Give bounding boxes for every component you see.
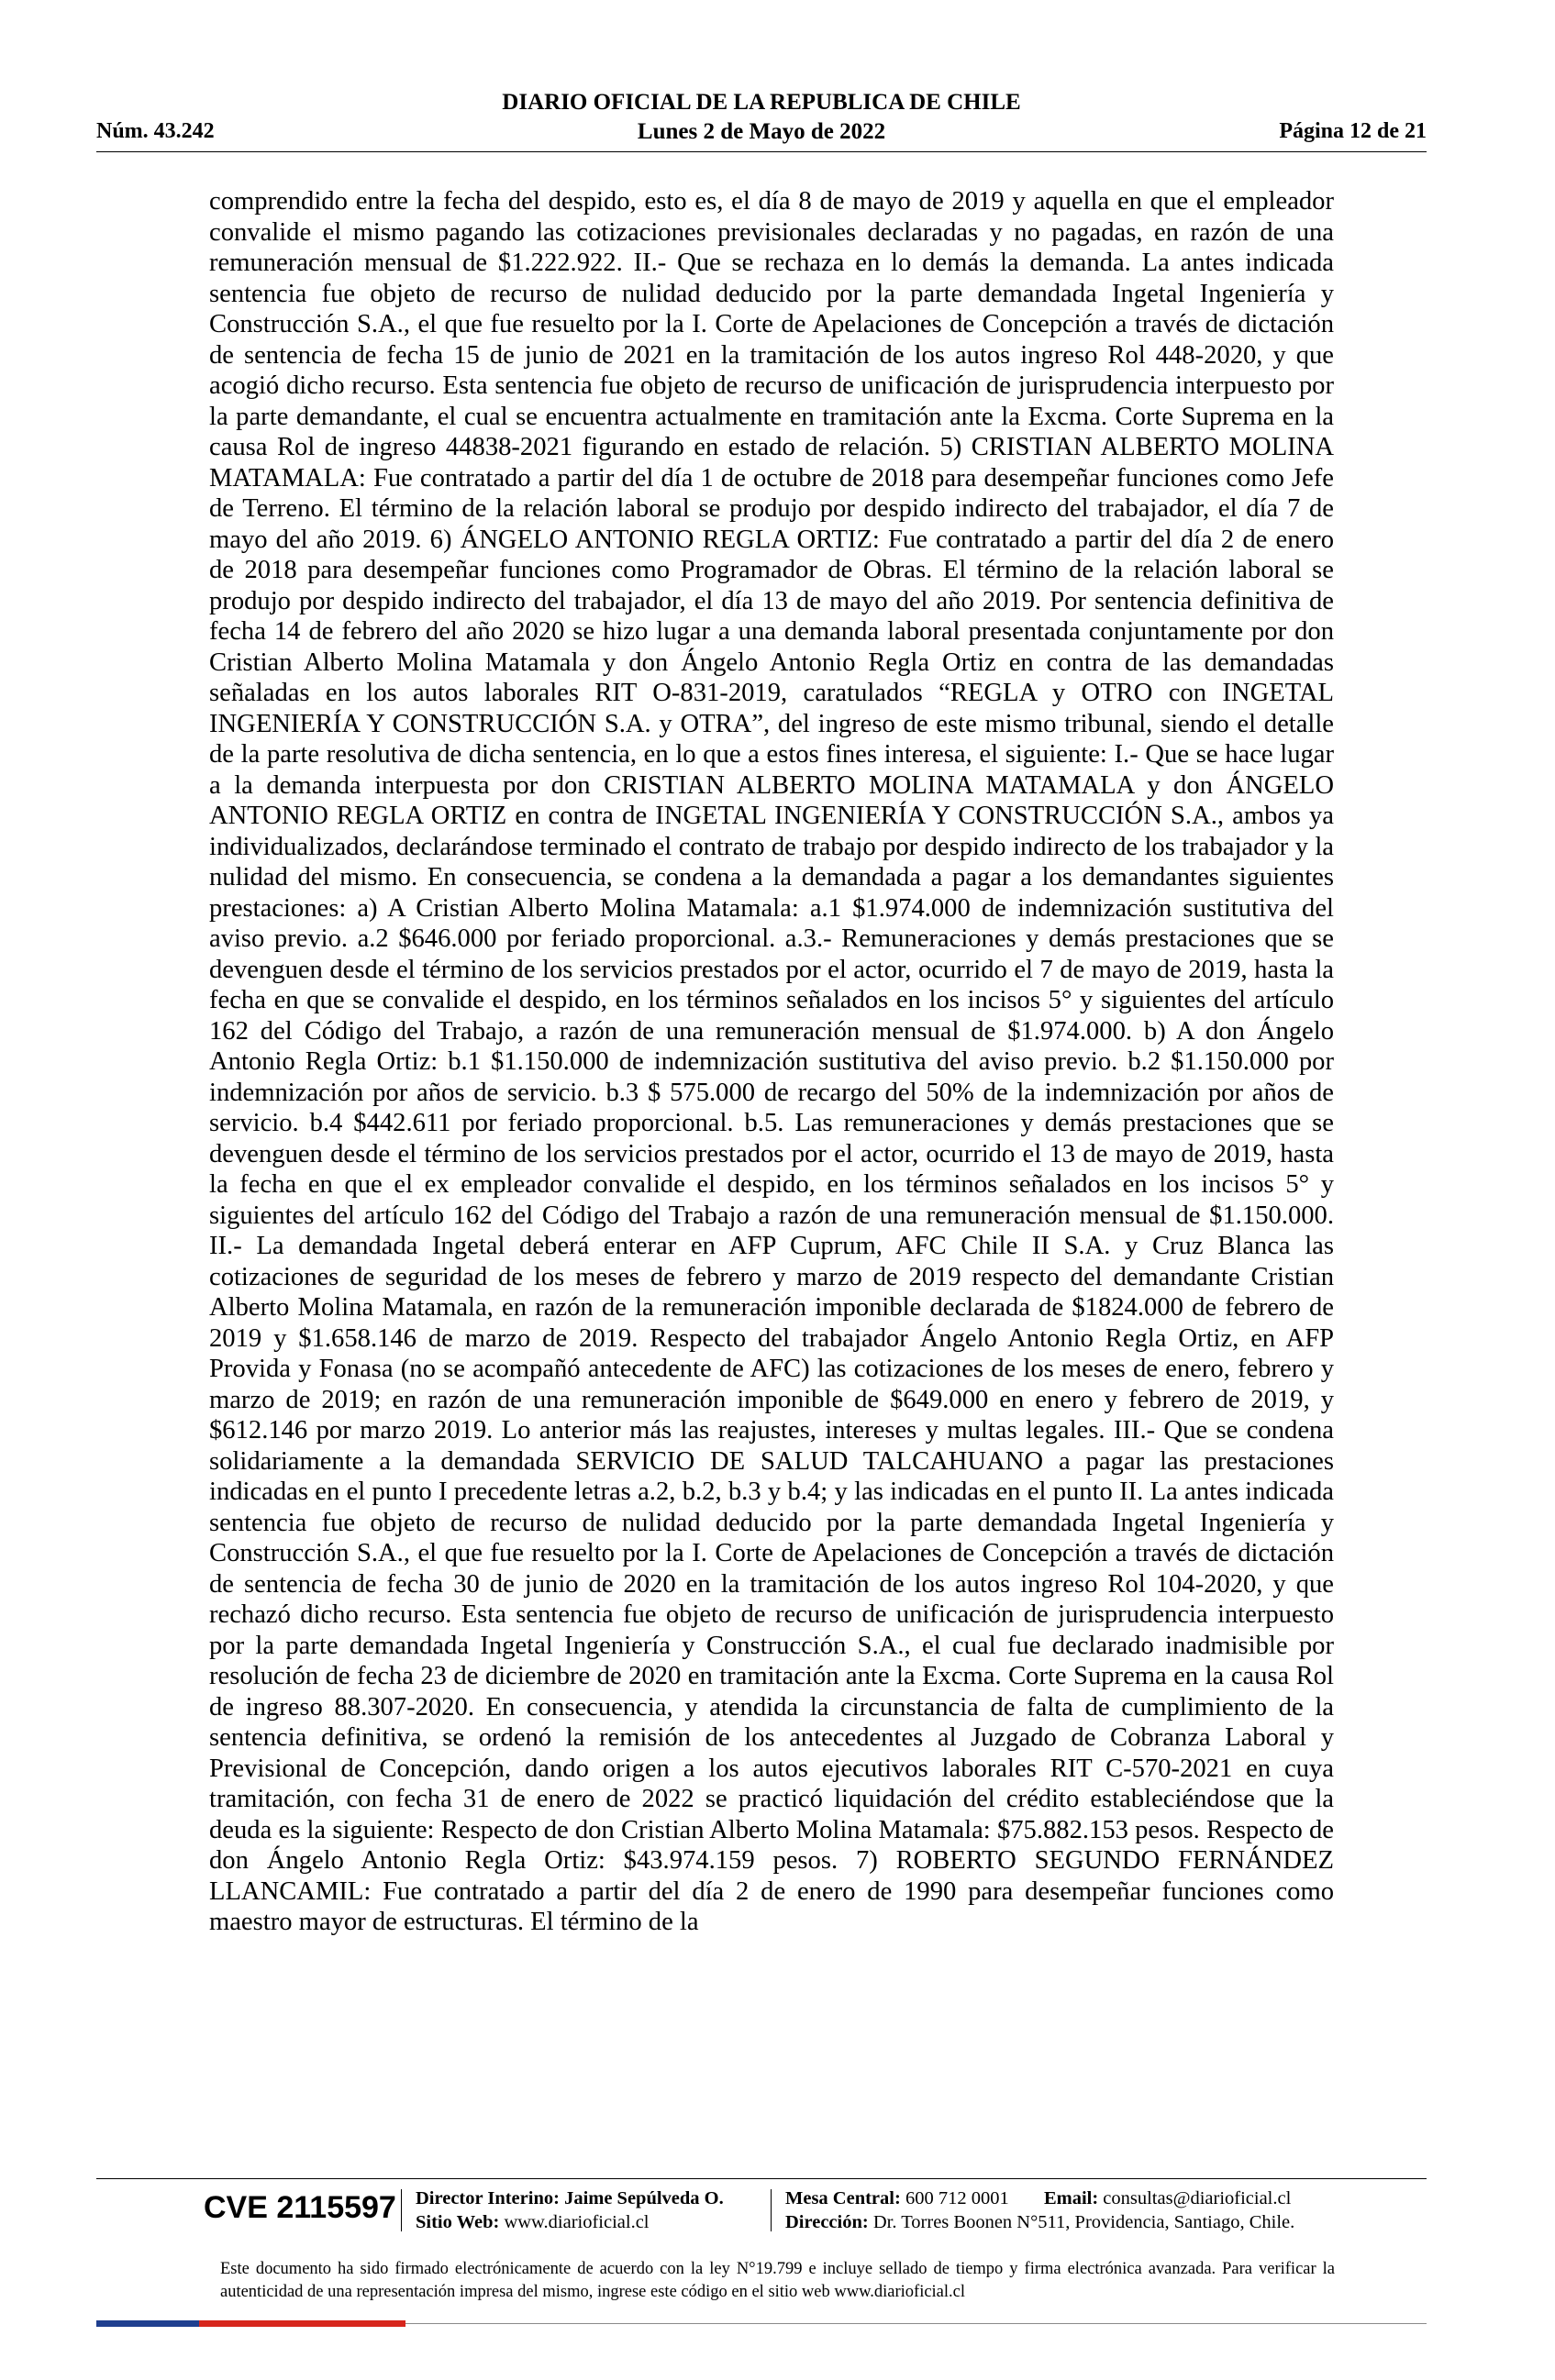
issue-date: Lunes 2 de Mayo de 2022 (637, 119, 886, 144)
page-number: Página 12 de 21 (1279, 119, 1427, 143)
phone-label: Mesa Central: (785, 2188, 901, 2208)
email-label: Email: (1043, 2188, 1099, 2208)
website-label: Sitio Web: (416, 2212, 500, 2232)
email-link[interactable]: consultas@diarioficial.cl (1103, 2188, 1292, 2208)
address-info (785, 2210, 1294, 2234)
footer-divider (96, 2178, 1427, 2179)
page-header (96, 88, 1427, 147)
document-body: comprendido entre la fecha del despido, esto es, el día 8 de mayo de 2019 y aquella en que el empleador convalide el mismo pagando las cotizaciones previsionales declaradas y no pagadas, en razón de una remuneración mensual de $1.222.922. II.- Que se rechaza en lo demás la demanda. La antes indicada sentencia fue objeto de recurso de nulidad deducido por la parte demandada Ingetal Ingeniería y Construcción S.A., el que fue resuelto por la I. Corte de Apelaciones de Concepción a través de dictación de sentencia de fecha 15 de junio de 2021 en la tramitación de los autos ingreso Rol 448-2020, y que acogió dicho recurso. Esta sentencia fue objeto de recurso de unificación de jurisprudencia interpuesto por la parte demandante, el cual se encuentra actualmente en tramitación ante la Excma. Corte Suprema en la causa Rol de ingreso 44838-2021 figurando en estado de relación. 5) CRISTIAN ALBERTO MOLINA MATAMALA: Fue contratado a partir del día 1 de octubre de 2018 para desempeñar funciones como Jefe de Terreno. El término de la relación laboral se produjo por despido indirecto del trabajador, el día 7 de mayo del año 2019. 6) ÁNGELO ANTONIO REGLA ORTIZ: Fue contratado a partir del día 2 de enero de 2018 para desempeñar funciones como Programador de Obras. El término de la relación laboral se produjo por despido indirecto del trabajador, el día 13 de mayo del año 2019. Por sentencia definitiva de fecha 14 de febrero del año 2020 se hizo lugar a una demanda laboral presentada conjuntamente por don Cristian Alberto Molina Matamala y don Ángelo Antonio Regla Ortiz en contra de las demandadas señaladas en los autos laborales RIT O-831-2019, caratulados “REGLA y OTRO con INGETAL INGENIERÍA Y CONSTRUCCIÓN S.A. y OTRA”, del ingreso de este mismo tribunal, siendo el detalle de la parte resolutiva de dicha sentencia, en lo que a estos fines interesa, el siguiente: I.- Que se hace lugar a la demanda interpuesta por don CRISTIAN ALBERTO MOLINA MATAMALA y don ÁNGELO ANTONIO REGLA ORTIZ en contra de INGETAL INGENIERÍA Y CONSTRUCCIÓN S.A., ambos ya individualizados, declarándose terminado el contrato de trabajo por despido indirecto de los trabajador y la nulidad del mismo. En consecuencia, se condena a la demandada a pagar a los demandantes siguientes prestaciones: a) A Cristian Alberto Molina Matamala: a.1 $1.974.000 de indemnización sustitutiva del aviso previo. a.2 $646.000 por feriado proporcional. a.3.- Remuneraciones y demás prestaciones que se devenguen desde el término de los servicios prestados por el actor, ocurrido el 7 de mayo de 2019, hasta la fecha en que se convalide el despido, en los términos señalados en los incisos 5° y siguientes del artículo 162 del Código del Trabajo, a razón de una remuneración mensual de $1.974.000. b) A don Ángelo Antonio Regla Ortiz: b.1 $1.150.000 de indemnización sustitutiva del aviso previo. b.2 $1.150.000 por indemnización por años de servicio. b.3 $ 575.000 de recargo del 50% de la indemnización por años de servicio. b.4 $442.611 por feriado proporcional. b.5. Las remuneraciones y demás prestaciones que se devenguen desde el término de los servicios prestados por el actor, ocurrido el 13 de mayo de 2019, hasta la fecha en que el ex empleador convalide el despido, en los términos señalados en los incisos 5° y siguientes del artículo 162 del Código del Trabajo a razón de una remuneración mensual de $1.150.000. II.- La demandada Ingetal deberá enterar en AFP Cuprum, AFC Chile II S.A. y Cruz Blanca las cotizaciones de seguridad de los meses de febrero y marzo de 2019 respecto del demandante Cristian Alberto Molina Matamala, en razón de la remuneración imponible declarada de $1824.000 de febrero de 2019 y $1.658.146 de marzo de 2019. Respecto del trabajador Ángelo Antonio Regla Ortiz, en AFP Provida y Fonasa (no se acompañó antecedente de AFC) las cotizaciones de los meses de enero, febrero y marzo de 2019; en razón de una remuneración imponible de $649.000 en enero y febrero de 2019, y $612.146 por marzo 2019. Lo anterior más las reajustes, intereses y multas legales. III.- Que se condena solidariamente a la demandada SERVICIO DE SALUD TALCAHUANO a pagar las prestaciones indicadas en el punto I precedente letras a.2, b.2, b.3 y b.4; y las indicadas en el punto II. La antes indicada sentencia fue objeto de recurso de nulidad deducido por la parte demandada Ingetal Ingeniería y Construcción S.A., el que fue resuelto por la I. Corte de Apelaciones de Concepción a través de dictación de sentencia de fecha 30 de junio de 2020 en la tramitación de los autos ingreso Rol 104-2020, y que rechazó dicho recurso. Esta sentencia fue objeto de recurso de unificación de jurisprudencia interpuesto por la parte demandada Ingetal Ingeniería y Construcción S.A., el cual fue declarado inadmisible por resolución de fecha 23 de diciembre de 2020 en tramitación ante la Excma. Corte Suprema en la causa Rol de ingreso 88.307-2020. En consecuencia, y atendida la circunstancia de falta de cumplimiento de la sentencia definitiva, se ordenó la remisión de los antecedentes al Juzgado de Cobranza Laboral y Previsional de Concepción, dando origen a los autos ejecutivos laborales RIT C-570-2021 en cuya tramitación, con fecha 31 de enero de 2022 se practicó liquidación del crédito estableciéndose que la deuda es la siguiente: Respecto de don Cristian Alberto Molina Matamala: $75.882.153 pesos. Respecto de don Ángelo Antonio Regla Ortiz: $43.974.159 pesos. 7) ROBERTO SEGUNDO FERNÁNDEZ LLANCAMIL: Fue contratado a partir del día 2 de enero de 1990 para desempeñar funciones como maestro mayor de estructuras. El término de la (209, 187, 1334, 1936)
director-label: Director Interino: (416, 2188, 560, 2208)
director-name: Jaime Sepúlveda O. (564, 2188, 724, 2208)
issue-number: Núm. 43.242 (96, 119, 215, 143)
cve-code: CVE 2115597 (204, 2190, 396, 2225)
flag-bar (96, 2320, 1427, 2327)
website-info (416, 2210, 650, 2234)
contact-info (785, 2186, 1291, 2210)
website-link[interactable]: www.diarioficial.cl (504, 2212, 650, 2232)
flag-gray-line (405, 2323, 1427, 2324)
address-label: Dirección: (785, 2212, 869, 2232)
address-value: Dr. Torres Boonen N°511, Providencia, Santiago, Chile. (872, 2212, 1295, 2232)
publication-title: DIARIO OFICIAL DE LA REPUBLICA DE CHILE (502, 90, 1021, 115)
legal-disclaimer: Este documento ha sido firmado electrónicamente de acuerdo con la ley N°19.799 e incluye sellado de tiempo y firma electrónica avanzada. Para verificar la autenticidad de una representación impresa del mismo, ingrese este código en el sitio web www.diarioficial.cl (220, 2260, 1335, 2301)
phone-value: 600 712 0001 (905, 2188, 1009, 2208)
footer-separator-2 (771, 2189, 772, 2231)
footer-separator-1 (401, 2189, 402, 2231)
flag-red-segment (199, 2320, 405, 2327)
header-divider (96, 151, 1427, 152)
director-info (416, 2186, 724, 2210)
flag-blue-segment (96, 2320, 199, 2327)
